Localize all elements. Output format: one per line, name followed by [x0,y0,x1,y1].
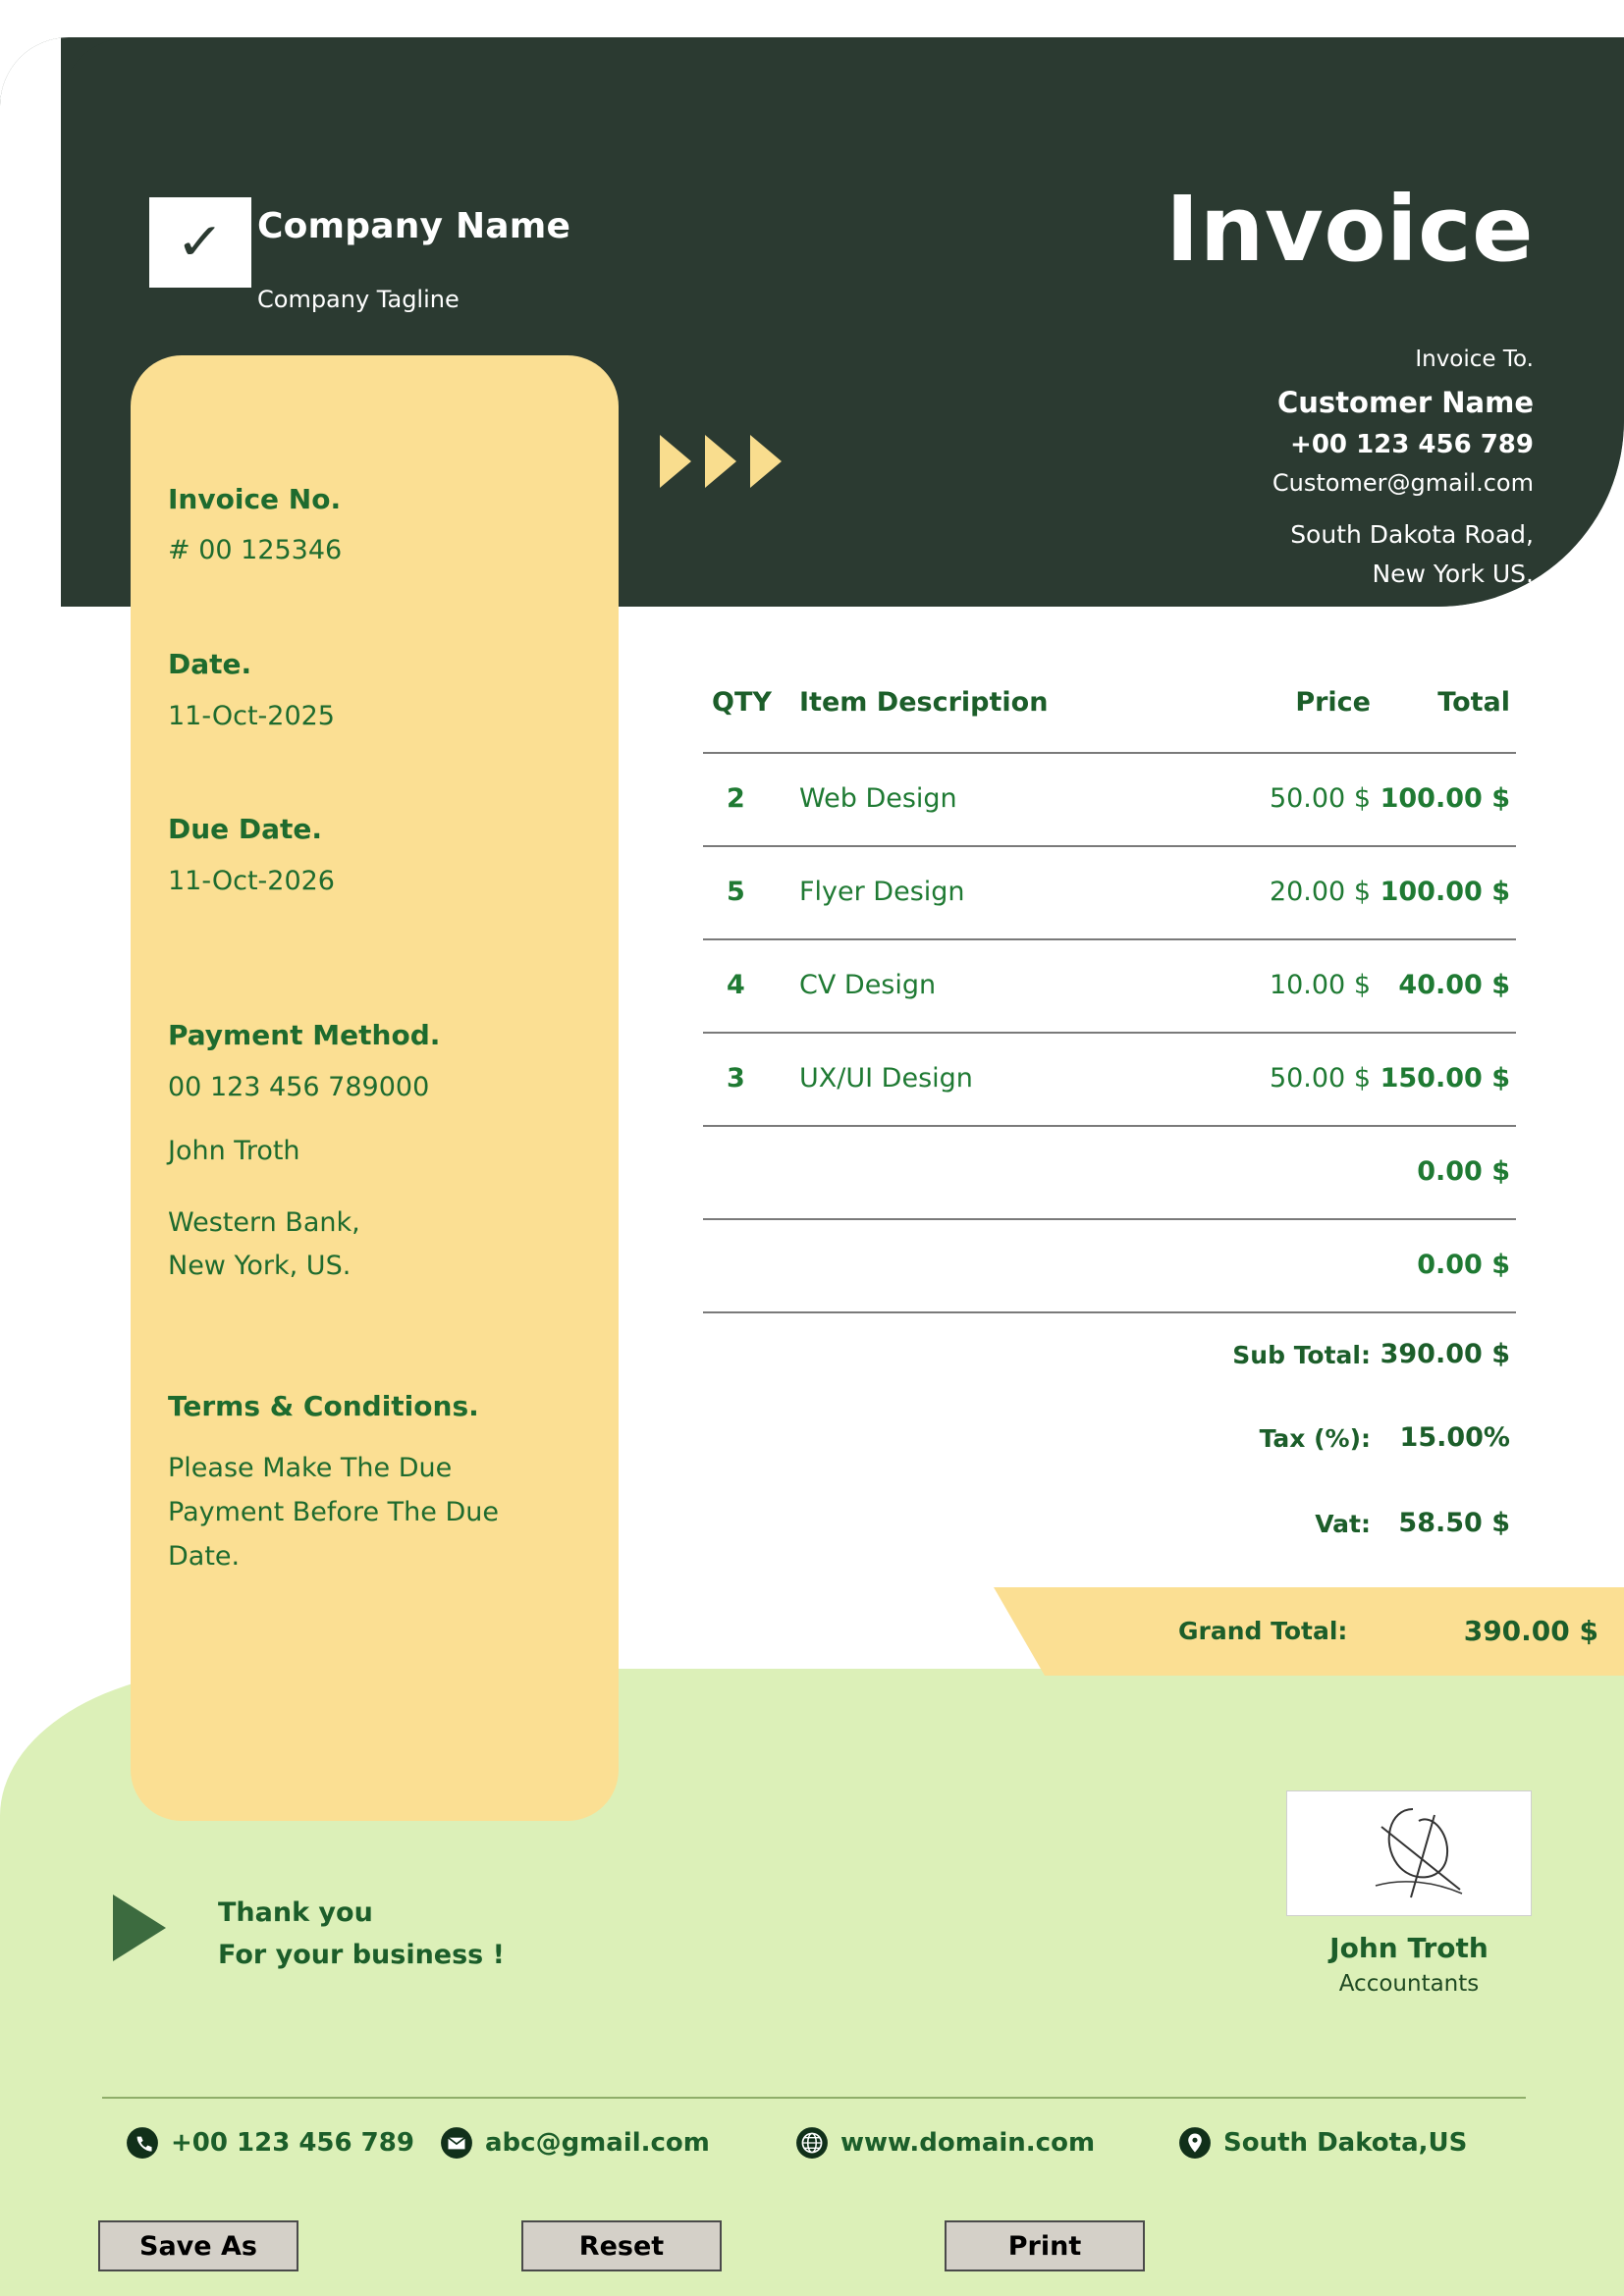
grand-total-label: Grand Total: [1178,1617,1348,1645]
signature-role: Accountants [1338,1971,1480,1997]
footer-divider [102,2097,1526,2099]
terms-line2: Payment Before The Due [168,1497,499,1527]
contact-phone[interactable] [126,2126,414,2160]
signature-icon [1287,1791,1531,1915]
customer-phone: +00 123 456 789 [1290,430,1534,459]
cell-price: 50.00 $ [1269,783,1371,814]
invoice-no-label: Invoice No. [168,483,342,515]
subtotal-label: Sub Total: [1232,1341,1371,1369]
leaf-swoosh-icon: ✓ [175,213,226,272]
cell-qty: 3 [727,1063,745,1094]
vat-value: 58.50 $ [1398,1508,1510,1538]
vat-label: Vat: [1315,1510,1371,1538]
subtotal-value: 390.00 $ [1380,1339,1510,1369]
customer-name: Customer Name [1277,386,1534,419]
triangle-right-icon [660,435,691,488]
table-header-row [703,687,1516,752]
contact-address[interactable] [1178,2126,1467,2160]
cell-price: 20.00 $ [1269,877,1371,907]
terms-line1: Please Make The Due [168,1453,453,1483]
grand-total-band [1045,1587,1624,1676]
cell-total: 100.00 $ [1380,783,1510,814]
payment-method-label: Payment Method. [168,1019,441,1051]
contact-phone-text: +00 123 456 789 [171,2128,414,2158]
cell-description: Web Design [799,783,957,814]
cell-qty: 2 [727,783,745,814]
triangle-right-icon [705,435,736,488]
cell-total: 150.00 $ [1380,1063,1510,1094]
cell-price: 50.00 $ [1269,1063,1371,1094]
table-row [703,1125,1516,1218]
summary-row-vat [703,1482,1516,1568]
payment-bank-city: New York, US. [168,1251,352,1281]
globe-icon [795,2126,829,2160]
page-title: Invoice [1165,177,1534,282]
table-row [703,752,1516,845]
triangle-right-icon [750,435,782,488]
company-tagline: Company Tagline [257,286,460,313]
column-header-price: Price [1295,687,1371,718]
column-header-description: Item Description [799,687,1049,718]
cell-description: CV Design [799,970,937,1000]
payment-bank: Western Bank, [168,1207,360,1238]
invoice-to-label: Invoice To. [1415,347,1534,372]
contact-address-text: South Dakota,US [1223,2128,1468,2158]
payment-account: 00 123 456 789000 [168,1072,430,1102]
save-as-button[interactable]: Save As [98,2220,298,2271]
table-row [703,1032,1516,1125]
print-button[interactable]: Print [945,2220,1145,2271]
customer-address-line1: South Dakota Road, [1290,520,1534,549]
cell-qty: 4 [727,970,745,1000]
reset-button[interactable]: Reset [521,2220,722,2271]
contact-website[interactable] [795,2126,1095,2160]
phone-icon [126,2126,159,2160]
company-name: Company Name [257,206,571,246]
cell-total: 100.00 $ [1380,877,1510,907]
date-label: Date. [168,648,252,680]
cell-description: UX/UI Design [799,1063,973,1094]
customer-email: Customer@gmail.com [1272,469,1534,497]
customer-address-line2: New York US. [1372,560,1534,588]
due-date-label: Due Date. [168,813,323,845]
cell-total: 0.00 $ [1417,1156,1510,1187]
date-value: 11-Oct-2025 [168,701,335,731]
table-row [703,1218,1516,1311]
invoice-no-value: # 00 125346 [168,535,343,565]
cell-price: 10.00 $ [1269,970,1371,1000]
cell-qty: 5 [727,877,745,907]
summary-row-subtotal [703,1311,1516,1397]
column-header-total: Total [1437,687,1510,718]
header-notch [0,37,61,607]
signature-name: John Troth [1329,1932,1489,1964]
payment-holder: John Troth [168,1136,300,1166]
contact-email[interactable] [440,2126,710,2160]
thanks-line2: For your business ! [218,1940,505,1970]
table-row [703,845,1516,938]
pin-icon [1178,2126,1212,2160]
play-triangle-icon [113,1895,166,1961]
invoice-details-card [131,355,619,1821]
thanks-line1: Thank you [218,1897,373,1928]
summary-row-tax [703,1397,1516,1482]
contact-email-text: abc@gmail.com [485,2128,710,2158]
terms-line3: Date. [168,1541,241,1572]
grand-total-value: 390.00 $ [1463,1615,1598,1647]
email-icon [440,2126,473,2160]
cell-total: 0.00 $ [1417,1250,1510,1280]
column-header-qty: QTY [712,687,772,718]
company-logo [149,197,251,288]
arrow-decoration [660,435,782,488]
tax-value: 15.00% [1399,1422,1510,1453]
contact-website-text: www.domain.com [840,2128,1096,2158]
items-table [703,687,1516,1568]
tax-label: Tax (%): [1259,1424,1371,1453]
cell-total: 40.00 $ [1398,970,1510,1000]
terms-label: Terms & Conditions. [168,1390,479,1422]
cell-description: Flyer Design [799,877,965,907]
signature-box [1286,1790,1532,1916]
table-row [703,938,1516,1032]
due-date-value: 11-Oct-2026 [168,866,335,896]
